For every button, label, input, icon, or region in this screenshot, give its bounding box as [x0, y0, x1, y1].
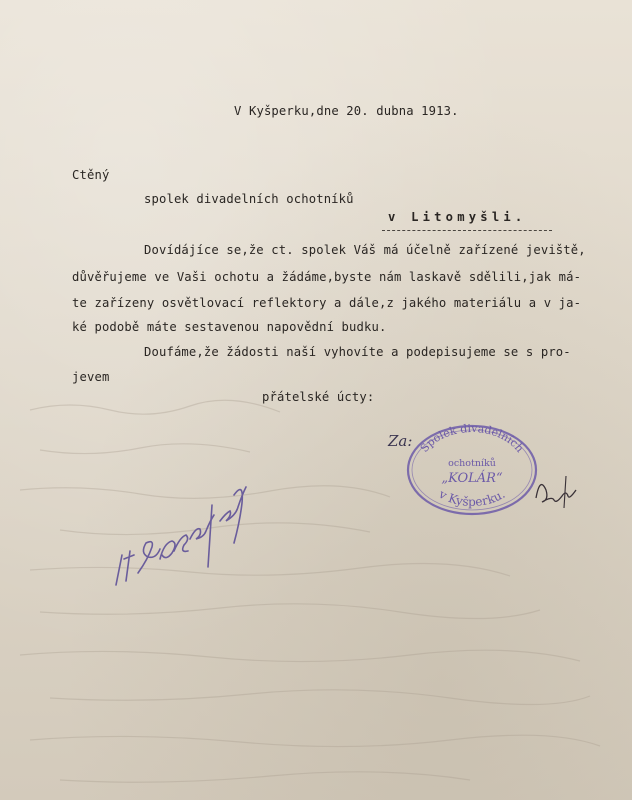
- recipient-place: v Litomyšli.: [388, 210, 527, 224]
- recipient-line: spolek divadelních ochotníků: [144, 192, 354, 206]
- body-line-4: ké podobě máte sestavenou napovědní budku.: [72, 320, 387, 334]
- handwritten-signature: [530, 468, 580, 516]
- date-line: V Kyšperku,dne 20. dubna 1913.: [234, 104, 459, 118]
- body-line-2: důvěřujeme ve Vaši ochotu a žádáme,byste nám laskavě sdělili,jak má-: [72, 270, 582, 284]
- stamp-text-middle: ochotníků: [448, 458, 496, 469]
- signature-prefix: Za:: [388, 432, 413, 450]
- body-line-1: Dovídájíce se,že ct. spolek Váš má účelně zařízené jeviště,: [144, 243, 586, 257]
- place-underline: [382, 230, 552, 231]
- body-line-3: te zařízeny osvětlovací reflektory a dále,z jakého materiálu a v ja-: [72, 296, 582, 310]
- closing-line-3: přátelské úcty:: [262, 390, 375, 404]
- closing-line-1: Doufáme,že žádosti naší vyhovíte a podepisujeme se s pro-: [144, 345, 571, 359]
- stamp-text-bottom: v Kyšperku.: [436, 486, 508, 509]
- stamp-text-top: Spolek divadelních: [417, 421, 527, 455]
- society-stamp: [402, 418, 542, 518]
- stamp-text-name: „KOLÁR“: [441, 471, 503, 486]
- handwritten-annotation: [108, 455, 278, 605]
- closing-line-2: jevem: [72, 370, 110, 384]
- salutation: Ctěný: [72, 168, 110, 182]
